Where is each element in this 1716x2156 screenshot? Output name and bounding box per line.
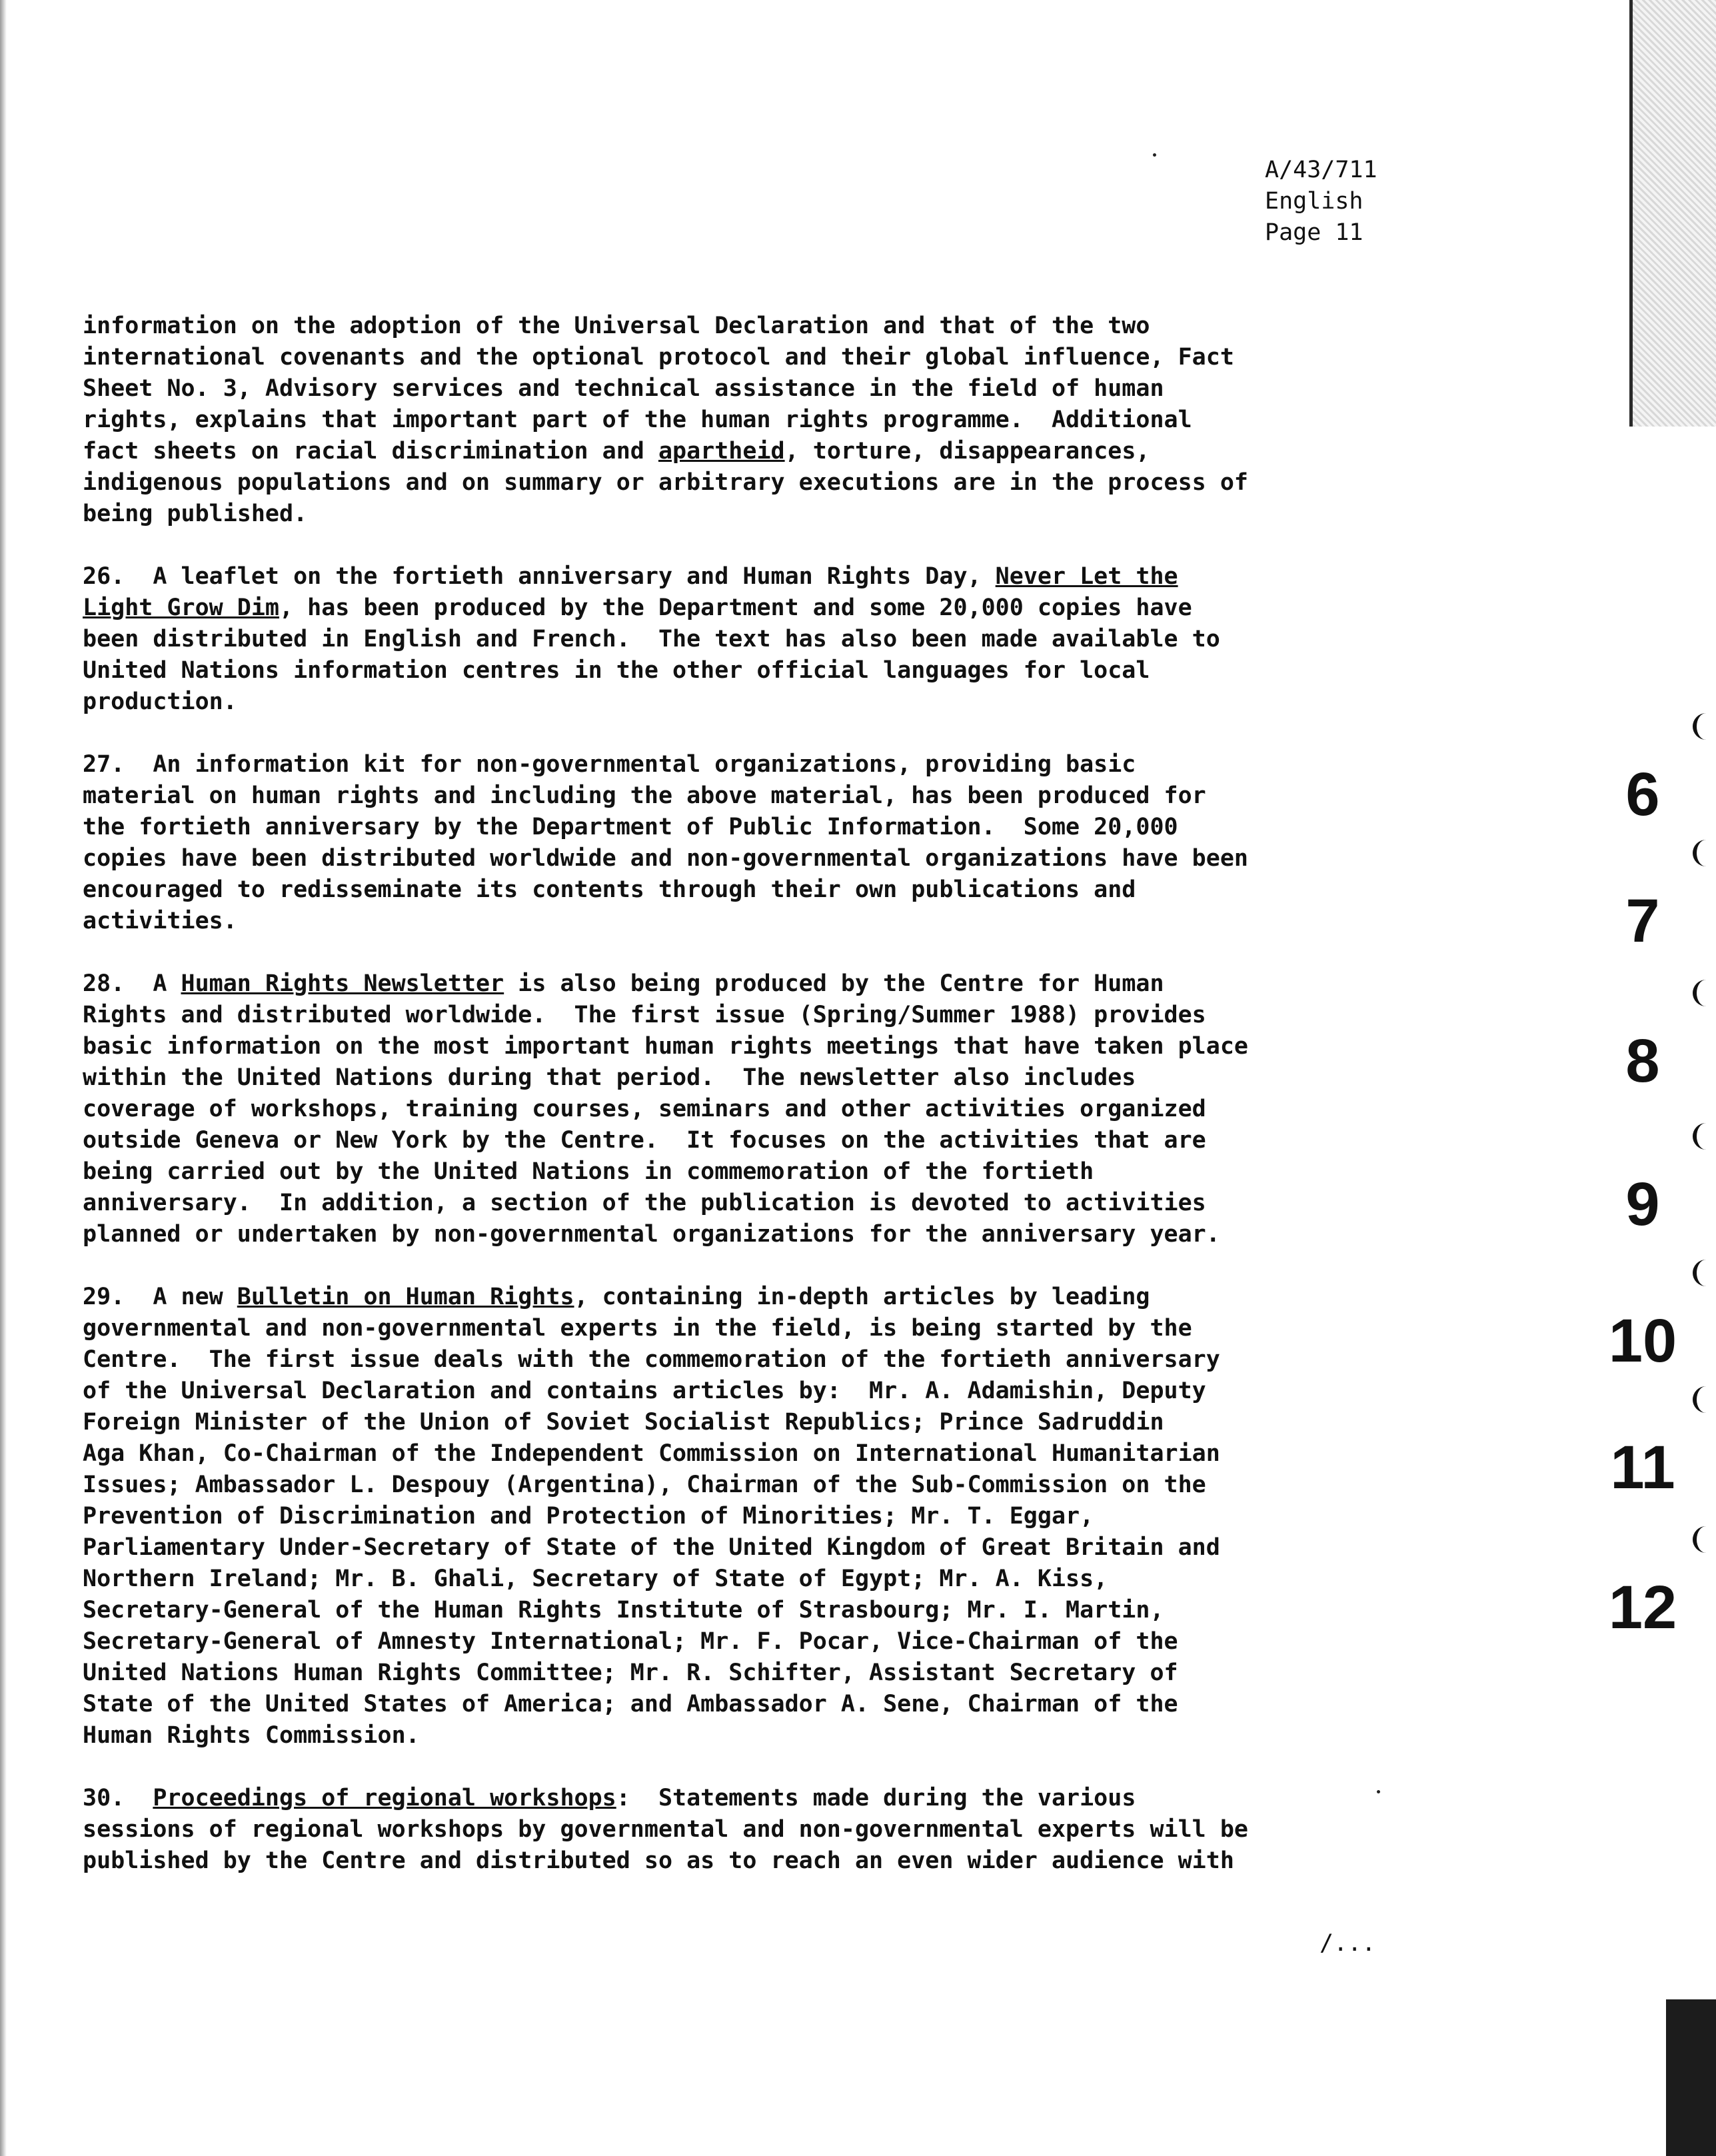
paragraph (83, 561, 1402, 718)
text-run: Rights and distributed worldwide. The first issue (Spring/Summer 1988) provides (83, 1002, 1206, 1028)
text-run: rights, explains that important part of the human rights programme. Additional (83, 407, 1192, 433)
tab-divider (1693, 713, 1716, 740)
text-line (83, 1313, 1402, 1344)
text-line (83, 1783, 1402, 1814)
text-run: activities. (83, 908, 237, 934)
text-line (83, 1031, 1402, 1062)
document-header (1265, 155, 1377, 249)
text-run: Issues; Ambassador L. Despouy (Argentina), Chairman of the Sub-Commission on the (83, 1472, 1206, 1498)
text-run: Parliamentary Under-Secretary of State of the United Kingdom of Great Britain and (83, 1534, 1220, 1561)
text-line (83, 1689, 1402, 1720)
index-tab-6: 6 (1625, 760, 1660, 828)
underlined-title: apartheid (658, 438, 785, 465)
text-line (83, 311, 1402, 342)
page-number: Page 11 (1265, 219, 1363, 246)
tab-divider (1693, 840, 1716, 866)
text-run: Secretary-General of the Human Rights Institute of Strasbourg; Mr. I. Martin, (83, 1597, 1164, 1623)
underlined-title: Proceedings of regional workshops (153, 1785, 616, 1811)
continuation-mark: /... (1319, 1930, 1376, 1957)
paragraph (83, 311, 1402, 530)
text-run: encouraged to redisseminate its contents through their own publications and (83, 876, 1136, 903)
text-line (83, 1219, 1402, 1250)
text-line (83, 749, 1402, 780)
text-line (83, 1845, 1402, 1877)
text-run: of the Universal Declaration and contains articles by: Mr. A. Adamishin, Deputy (83, 1378, 1206, 1404)
text-run: anniversary. In addition, a section of the publication is devoted to activities (83, 1190, 1206, 1216)
text-line (83, 373, 1402, 405)
text-line (83, 1501, 1402, 1532)
text-line (83, 1532, 1402, 1564)
text-line (83, 1188, 1402, 1219)
text-run: governmental and non-governmental experts in the field, is being started by the (83, 1315, 1192, 1342)
text-line (83, 499, 1402, 530)
text-line (83, 1062, 1402, 1094)
text-line (83, 686, 1402, 718)
text-line (83, 1376, 1402, 1407)
text-run: Centre. The first issue deals with the commemoration of the fortieth anniversary (83, 1346, 1220, 1373)
paragraph (83, 1783, 1402, 1877)
text-line (83, 1094, 1402, 1125)
text-line (83, 1470, 1402, 1501)
text-line (83, 655, 1402, 686)
text-run: copies have been distributed worldwide and non-governmental organizations have been (83, 845, 1248, 872)
text-run: Northern Ireland; Mr. B. Ghali, Secretary of State of Egypt; Mr. A. Kiss, (83, 1566, 1108, 1592)
text-line (83, 1407, 1402, 1438)
text-line (83, 1814, 1402, 1845)
text-line (83, 874, 1402, 906)
tab-strip-texture (1629, 0, 1716, 427)
scan-speck (1153, 153, 1156, 157)
text-run: Sheet No. 3, Advisory services and technical assistance in the field of human (83, 375, 1164, 402)
document-symbol: A/43/711 (1265, 157, 1377, 183)
text-run: Secretary-General of Amnesty International; Mr. F. Pocar, Vice-Chairman of the (83, 1628, 1178, 1655)
text-run: , has been produced by the Department and some 20,000 copies have (279, 594, 1192, 621)
text-run: United Nations Human Rights Committee; Mr. R. Schifter, Assistant Secretary of (83, 1659, 1178, 1686)
text-line (83, 1657, 1402, 1689)
text-run: Foreign Minister of the Union of Soviet Socialist Republics; Prince Sadruddin (83, 1409, 1164, 1436)
text-run: 29. A new (83, 1284, 237, 1310)
document-language: English (1265, 188, 1363, 215)
index-tab-8: 8 (1625, 1027, 1660, 1095)
tab-divider (1693, 1386, 1716, 1413)
underlined-title: Never Let the (995, 563, 1178, 590)
text-line (83, 843, 1402, 874)
text-line (83, 342, 1402, 373)
underlined-title: Human Rights Newsletter (181, 970, 504, 997)
underlined-title: Light Grow Dim (83, 594, 280, 621)
text-line (83, 592, 1402, 624)
text-line (83, 467, 1402, 499)
text-line (83, 1595, 1402, 1626)
text-run: international covenants and the optional protocol and their global influence, Fact (83, 344, 1234, 371)
text-run: : Statements made during the various (616, 1785, 1136, 1811)
text-run: , containing in-depth articles by leading (574, 1284, 1150, 1310)
tab-divider (1693, 1526, 1716, 1553)
text-run: basic information on the most important human rights meetings that have taken place (83, 1033, 1248, 1060)
text-run: sessions of regional workshops by governmental and non-governmental experts will be (83, 1816, 1248, 1843)
tab-divider (1693, 1260, 1716, 1286)
text-run: information on the adoption of the Universal Declaration and that of the two (83, 313, 1150, 339)
scan-speck (1377, 1790, 1380, 1793)
text-run: planned or undertaken by non-governmental organizations for the anniversary year. (83, 1221, 1220, 1248)
text-line (83, 1344, 1402, 1376)
paragraph (83, 749, 1402, 937)
text-run: State of the United States of America; and Ambassador A. Sene, Chairman of the (83, 1691, 1178, 1717)
text-run: Human Rights Commission. (83, 1722, 420, 1749)
text-run: 26. A leaflet on the fortieth anniversary and Human Rights Day, (83, 563, 996, 590)
index-tab-9: 9 (1625, 1170, 1660, 1238)
text-run: 27. An information kit for non-governmental organizations, providing basic (83, 751, 1136, 778)
text-run: being published. (83, 501, 308, 527)
paragraph (83, 1282, 1402, 1751)
index-tab-11: 11 (1610, 1434, 1675, 1502)
text-line (83, 1156, 1402, 1188)
text-line (83, 1438, 1402, 1470)
text-line (83, 561, 1402, 592)
text-run: been distributed in English and French. The text has also been made available to (83, 626, 1220, 652)
text-run: within the United Nations during that period. The newsletter also includes (83, 1064, 1136, 1091)
text-line (83, 1626, 1402, 1657)
tab-divider (1693, 1123, 1716, 1150)
text-run: United Nations information centres in the other official languages for local (83, 657, 1150, 684)
index-tab-7: 7 (1625, 887, 1660, 955)
text-run: fact sheets on racial discrimination and (83, 438, 658, 465)
tab-divider (1693, 980, 1716, 1006)
text-run: published by the Centre and distributed so as to reach an even wider audience with (83, 1847, 1234, 1874)
text-run: is also being produced by the Centre for Human (504, 970, 1164, 997)
text-run: , torture, disappearances, (784, 438, 1150, 465)
text-line (83, 1125, 1402, 1156)
text-run: coverage of workshops, training courses, seminars and other activities organized (83, 1096, 1206, 1122)
text-run: outside Geneva or New York by the Centre. It focuses on the activities that are (83, 1127, 1206, 1154)
text-run: indigenous populations and on summary or arbitrary executions are in the process of (83, 469, 1248, 496)
text-line (83, 1000, 1402, 1031)
text-run: 28. A (83, 970, 181, 997)
index-tab-12: 12 (1608, 1574, 1677, 1641)
text-run: the fortieth anniversary by the Department of Public Information. Some 20,000 (83, 814, 1178, 840)
paragraph (83, 968, 1402, 1250)
text-line (83, 906, 1402, 937)
underlined-title: Bulletin on Human Rights (237, 1284, 574, 1310)
text-run: material on human rights and including the above material, has been produced for (83, 782, 1206, 809)
text-line (83, 968, 1402, 1000)
document-body (83, 311, 1402, 1908)
text-line (83, 624, 1402, 655)
text-line (83, 405, 1402, 436)
text-line (83, 780, 1402, 812)
text-run: production. (83, 688, 237, 715)
text-run: 30. (83, 1785, 153, 1811)
text-run: being carried out by the United Nations in commemoration of the fortieth (83, 1158, 1094, 1185)
tab-strip-shadow (1666, 1999, 1716, 2156)
text-line (83, 812, 1402, 843)
text-run: Aga Khan, Co-Chairman of the Independent Commission on International Humanitarian (83, 1440, 1220, 1467)
index-tab-10: 10 (1608, 1307, 1677, 1375)
scan-edge (0, 0, 7, 2156)
text-line (83, 1282, 1402, 1313)
text-line (83, 436, 1402, 467)
text-line (83, 1720, 1402, 1751)
text-line (83, 1564, 1402, 1595)
text-run: Prevention of Discrimination and Protection of Minorities; Mr. T. Eggar, (83, 1503, 1094, 1530)
